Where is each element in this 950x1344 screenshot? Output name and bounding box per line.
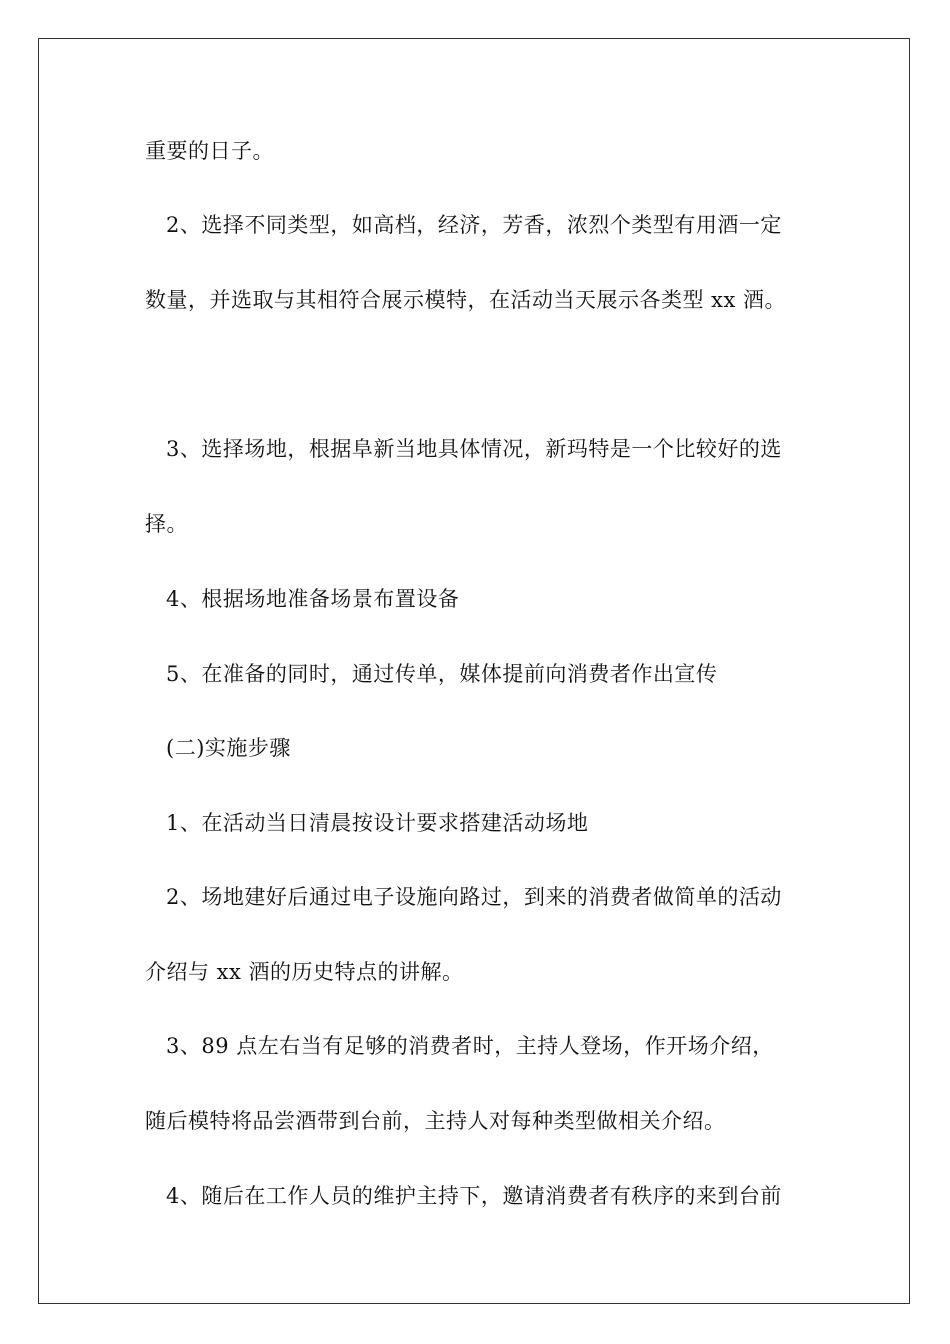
text-line-11: 介绍与 xx 酒的历史特点的讲解。: [145, 960, 464, 984]
text-line-14: 4、随后在工作人员的维护主持下，邀请消费者有秩序的来到台前: [166, 1184, 782, 1208]
text-line-10: 2、场地建好后通过电子设施向路过，到来的消费者做简单的活动: [166, 885, 782, 909]
text-line-9: 1、在活动当日清晨按设计要求搭建活动场地: [166, 811, 589, 835]
text-line-13: 随后模特将品尝酒带到台前，主持人对每种类型做相关介绍。: [145, 1109, 726, 1133]
text-line-3: 数量，并选取与其相符合展示模特，在活动当天展示各类型 xx 酒。: [145, 288, 787, 312]
text-line-6: 4、根据场地准备场景布置设备: [166, 587, 460, 611]
text-line-12: 3、89 点左右当有足够的消费者时，主持人登场，作开场介绍，: [166, 1034, 774, 1058]
section-heading: (二)实施步骤: [166, 736, 291, 760]
text-line-1: 重要的日子。: [145, 139, 274, 163]
text-line-5: 择。: [145, 512, 188, 536]
text-line-7: 5、在准备的同时，通过传单，媒体提前向消费者作出宣传: [166, 662, 718, 686]
text-line-4: 3、选择场地，根据阜新当地具体情况，新玛特是一个比较好的选: [166, 437, 782, 461]
text-line-2: 2、选择不同类型，如高档，经济，芳香，浓烈个类型有用酒一定: [166, 213, 782, 237]
